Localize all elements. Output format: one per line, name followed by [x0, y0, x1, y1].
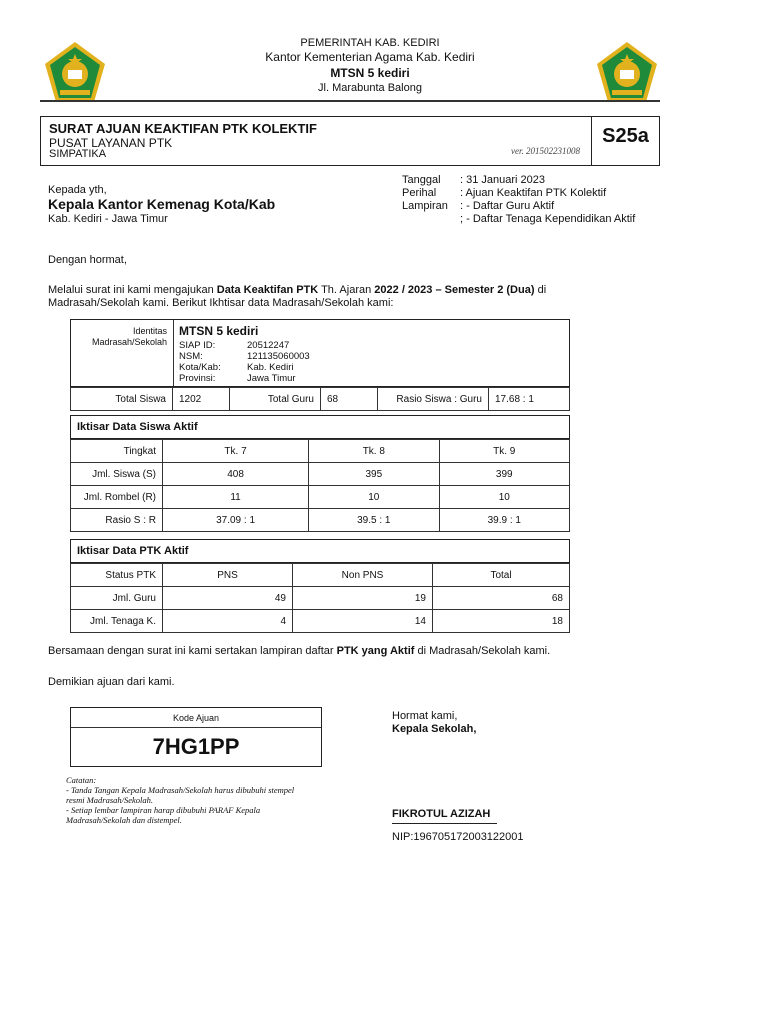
ptk-title-box: [70, 539, 570, 563]
recipient-name: Kepala Kantor Kemenag Kota/Kab: [48, 196, 276, 212]
identity-details: [179, 340, 310, 384]
identity-label: [71, 326, 167, 348]
table-cell: 68: [433, 587, 570, 610]
notes-line-3: - Setiap lembar lampiran harap dibubuhi PARAF Kepala: [66, 805, 261, 815]
siswa-title: Iktisar Data Siswa Aktif: [77, 421, 198, 433]
p1-text-a: Melalui surat ini kami mengajukan: [48, 284, 217, 296]
ptk-header-cell: PNS: [163, 564, 293, 587]
kode-ajuan-label: Kode Ajuan: [172, 713, 220, 723]
signature-regards: Hormat kami,: [392, 710, 458, 722]
p2-text-c: di Madrasah/Sekolah kami.: [414, 645, 551, 657]
table-cell: 19: [293, 587, 433, 610]
row-label: Jml. Siswa (S): [71, 463, 163, 486]
total-siswa-value: 1202: [173, 388, 230, 411]
ptk-header-cell: Non PNS: [293, 564, 433, 587]
lampiran-item-1: : - Daftar Guru Aktif: [460, 200, 555, 212]
ptk-header-row: [71, 564, 570, 587]
letterhead: [120, 36, 620, 95]
table-cell: 49: [163, 587, 293, 610]
signature-underline: [392, 823, 497, 824]
recipient-greeting: Kepada yth,: [48, 184, 107, 196]
identity-label-2: Madrasah/Sekolah: [91, 337, 167, 347]
kemenag-logo-left: [42, 40, 108, 106]
notes-line-4: Madrasah/Sekolah dan distempel.: [66, 815, 182, 825]
kode-ajuan-value: 7HG1PP: [152, 734, 240, 759]
table-cell: 11: [163, 486, 309, 509]
total-siswa-label: Total Siswa: [71, 388, 173, 411]
perihal-value: : Ajuan Keaktifan PTK Kolektif: [460, 187, 607, 199]
total-guru-value: 68: [321, 388, 378, 411]
ptk-title: Iktisar Data PTK Aktif: [77, 545, 189, 557]
siswa-header-cell: Tk. 8: [309, 440, 439, 463]
table-cell: 10: [439, 486, 569, 509]
notes: [66, 775, 294, 825]
closing-sentence: Demikian ajuan dari kami.: [48, 676, 175, 688]
kota-value: Kab. Kediri: [247, 362, 294, 373]
prov-label: Provinsi:: [179, 373, 216, 384]
kode-ajuan-divider: [71, 727, 321, 728]
table-cell: 408: [163, 463, 309, 486]
office-name: Kantor Kementerian Agama Kab. Kediri: [265, 50, 475, 64]
gov-name: PEMERINTAH KAB. KEDIRI: [300, 37, 440, 49]
tanggal-value: : 31 Januari 2023: [460, 174, 546, 186]
totals-table: [70, 387, 570, 411]
table-row: [71, 509, 570, 532]
ptk-header-cell: Status PTK: [71, 564, 163, 587]
school-name: MTSN 5 kediri: [330, 66, 410, 80]
table-cell: 4: [163, 610, 293, 633]
form-title: SURAT AJUAN KEAKTIFAN PTK KOLEKTIF: [49, 121, 317, 136]
p1-text-e: di: [534, 284, 547, 296]
prov-value: Jawa Timur: [247, 373, 296, 384]
school-address: Jl. Marabunta Balong: [318, 82, 422, 94]
p2-text-a: Bersamaan dengan surat ini kami sertakan lampiran daftar: [48, 645, 337, 657]
lampiran-item-2: ; - Daftar Tenaga Kependidikan Aktif: [460, 213, 636, 225]
nsm-value: 121135060003: [247, 351, 310, 362]
table-cell: 39.5 : 1: [309, 509, 439, 532]
p1-bold-ptk: Data Keaktifan PTK: [216, 284, 319, 296]
table-cell: 14: [293, 610, 433, 633]
identity-divider: [173, 320, 174, 386]
row-label: Jml. Rombel (R): [71, 486, 163, 509]
siswa-table: [70, 439, 570, 532]
identity-school-name: MTSN 5 kediri: [179, 324, 259, 338]
siswa-header-row: [71, 440, 570, 463]
letterhead-divider: [40, 100, 660, 102]
p2-bold-ptk: PTK yang Aktif: [336, 645, 415, 657]
table-row: [71, 463, 570, 486]
rasio-value: 17.68 : 1: [489, 388, 570, 411]
ptk-header-cell: Total: [433, 564, 570, 587]
form-subtitle: PUSAT LAYANAN PTK: [49, 136, 173, 150]
table-cell: 37.09 : 1: [163, 509, 309, 532]
total-guru-label: Total Guru: [230, 388, 321, 411]
notes-line-2: resmi Madrasah/Sekolah.: [66, 795, 154, 805]
recipient-location: Kab. Kediri - Jawa Timur: [48, 213, 168, 225]
paragraph-1: [48, 284, 546, 297]
siswa-header-cell: Tk. 7: [163, 440, 309, 463]
siap-label: SIAP ID:: [179, 340, 216, 351]
table-row: [71, 610, 570, 633]
table-cell: 10: [309, 486, 439, 509]
siswa-title-box: [70, 415, 570, 439]
table-cell: 399: [439, 463, 569, 486]
rasio-label: Rasio Siswa : Guru: [378, 388, 489, 411]
salutation: Dengan hormat,: [48, 254, 127, 266]
form-version: ver. 201502231008: [511, 146, 580, 156]
siswa-header-cell: Tingkat: [71, 440, 163, 463]
signature-name: FIKROTUL AZIZAH: [392, 808, 491, 820]
row-label: Rasio S : R: [71, 509, 163, 532]
ptk-table: [70, 563, 570, 633]
identity-label-1: Identitas: [132, 326, 167, 336]
signature-role: Kepala Sekolah,: [392, 723, 477, 735]
table-cell: 395: [309, 463, 439, 486]
perihal-label: Perihal: [402, 187, 437, 199]
siap-value: 20512247: [247, 340, 290, 351]
table-row: [71, 486, 570, 509]
lampiran-label: Lampiran: [402, 200, 448, 212]
signature-nip: NIP:196705172003122001: [392, 831, 524, 843]
tanggal-label: Tanggal: [402, 174, 441, 186]
siswa-header-cell: Tk. 9: [439, 440, 569, 463]
row-label: Jml. Tenaga K.: [71, 610, 163, 633]
table-cell: 18: [433, 610, 570, 633]
form-code: S25a: [602, 125, 649, 147]
p1-text-c: Th. Ajaran: [318, 284, 375, 296]
form-title-box: [40, 116, 660, 166]
row-label: Jml. Guru: [71, 587, 163, 610]
nsm-label: NSM:: [179, 351, 203, 362]
kode-ajuan-box: [70, 707, 322, 767]
notes-title: Catatan:: [66, 775, 97, 785]
kota-label: Kota/Kab:: [179, 362, 221, 373]
notes-line-1: - Tanda Tangan Kepala Madrasah/Sekolah harus dibubuhi stempel: [66, 785, 295, 795]
table-row: [71, 587, 570, 610]
identity-box: [70, 319, 570, 387]
p1-bold-year: 2022 / 2023 – Semester 2 (Dua): [374, 284, 535, 296]
paragraph-2: [48, 645, 550, 658]
paragraph-1-line-2: Madrasah/Sekolah kami. Berikut Ikhtisar data Madrasah/Sekolah kami:: [48, 297, 394, 309]
form-system: SIMPATIKA: [49, 148, 107, 160]
table-cell: 39.9 : 1: [439, 509, 569, 532]
